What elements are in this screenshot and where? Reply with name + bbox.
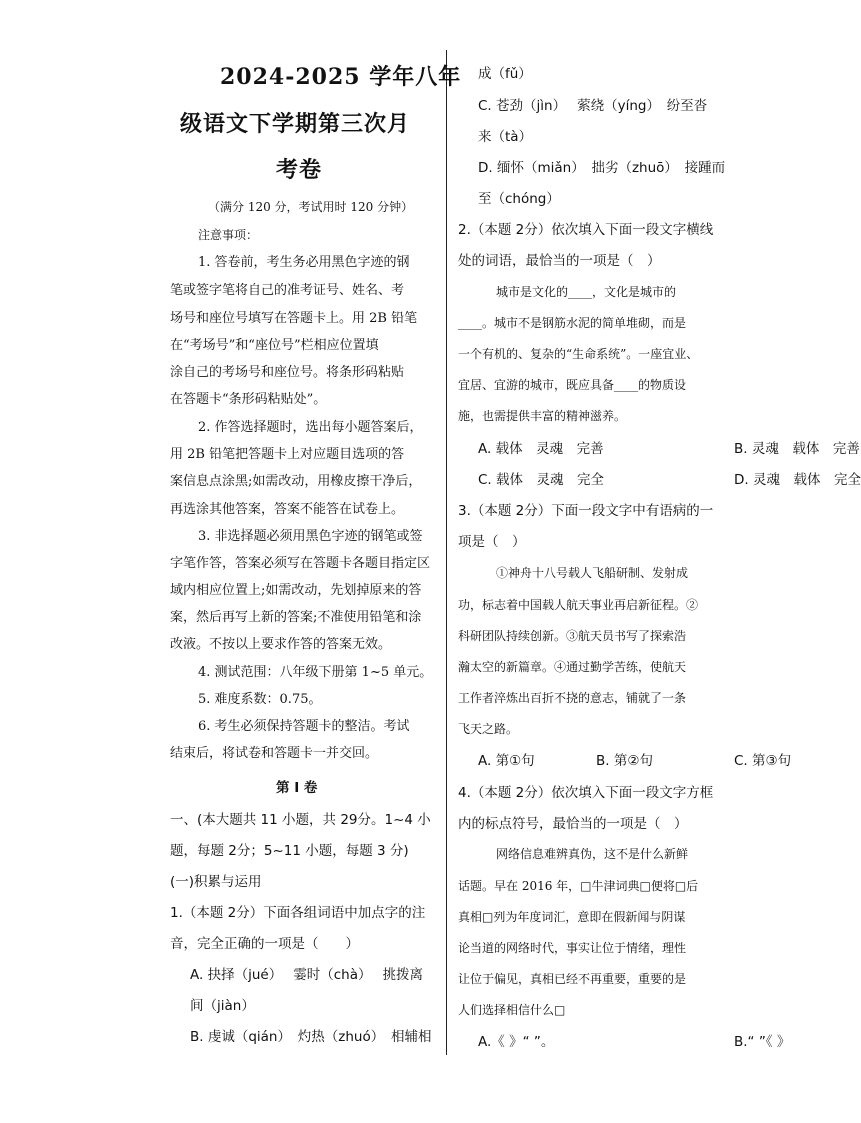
notes-heading: 注意事项： — [198, 228, 259, 242]
q3-passage-line: 飞天之路。 — [458, 722, 519, 736]
q4-passage-line: 人们选择相信什么□ — [458, 1003, 566, 1017]
q2-option-a: A. 载体 灵魂 完善 — [478, 441, 604, 457]
q2-option-d: D. 灵魂 载体 完全 — [734, 472, 861, 488]
note-line: 笔或签字笔将自己的准考证号、姓名、考 — [170, 283, 405, 298]
q3-passage-line: 功，标志着中国载人航天事业再启新征程。② — [458, 598, 699, 612]
note-line: 改液。不按以上要求作答的答案无效。 — [170, 637, 392, 652]
q2-stem: 2.（本题 2分）依次填入下面一段文字横线 — [458, 222, 714, 238]
q3-option-c: C. 第③句 — [734, 753, 792, 769]
note-line: 案信息点涂黑;如需改动，用橡皮擦干净后， — [170, 474, 422, 489]
note-line: 涂自己的考场号和座位号。将条形码粘贴 — [170, 365, 405, 380]
note-line: 在“考场号”和“座位号”栏相应位置填 — [170, 338, 379, 353]
note-line: 5. 难度系数：0.75。 — [198, 692, 322, 707]
q2-passage-line: ____。城市不是钢筋水泥的简单堆砌，而是 — [458, 316, 687, 330]
q4-option-b: B.“ ”《 》 — [734, 1034, 791, 1050]
q4-passage-line: 让位于偏见，真相已经不再重要，重要的是 — [458, 972, 687, 986]
q3-stem: 项是（ ） — [458, 534, 526, 550]
q1-stem: 1.（本题 2分）下面各组词语中加点字的注 — [170, 905, 426, 921]
note-line: 字笔作答，答案必须写在答题卡各题目指定区 — [170, 556, 431, 571]
title-line-2: 级语文下学期第三次月 — [180, 111, 411, 137]
q1-option-d: D. 缅怀（miǎn） 拙劣（zhuō） 接踵而 — [478, 160, 726, 176]
q3-passage-line: ①神舟十八号载人飞船研制、发射成 — [496, 566, 689, 580]
q2-option-c: C. 载体 灵魂 完全 — [478, 472, 605, 488]
title-line-1: 2024-2025 学年八年 — [220, 64, 462, 90]
q2-passage-line: 一个有机的、复杂的“生命系统”。一座宜业、 — [458, 347, 699, 361]
q4-passage-line: 网络信息难辨真伪，这不是什么新鲜 — [496, 847, 689, 861]
q2-passage-line: 宜居、宜游的城市，既应具备____的物质设 — [458, 378, 687, 392]
exam-info: （满分 120 分，考试用时 120 分钟） — [208, 200, 414, 214]
q3-passage-line: 科研团队持续创新。③航天员书写了探索浩 — [458, 629, 687, 643]
note-line: 用 2B 铅笔把答题卡上对应题目选项的答 — [170, 447, 405, 462]
q1-option-c: 来（tà） — [478, 129, 533, 145]
q3-passage-line: 瀚太空的新篇章。④通过勤学苦练，使航天 — [458, 660, 687, 674]
q2-passage-line: 施，也需提供丰富的精神滋养。 — [458, 409, 627, 423]
note-line: 3. 非选择题必须用黑色字迹的钢笔或签 — [198, 529, 423, 544]
q2-option-b: B. 灵魂 载体 完善 — [734, 441, 860, 457]
q3-option-a: A. 第①句 — [478, 753, 535, 769]
q2-stem: 处的词语，最恰当的一项是（ ） — [458, 253, 661, 269]
q2-passage-line: 城市是文化的____，文化是城市的 — [496, 285, 677, 299]
q4-stem: 内的标点符号，最恰当的一项是（ ） — [458, 816, 688, 832]
note-line: 6. 考生必须保持答题卡的整洁。考试 — [198, 719, 410, 734]
volume-heading: 第 I 卷 — [276, 780, 318, 796]
q3-passage-line: 工作者淬炼出百折不挠的意志，铺就了一条 — [458, 691, 687, 705]
title-line-3: 考卷 — [276, 157, 323, 183]
q1-option-a: A. 抉择（jué） 霎时（chà） 挑拨离 — [190, 967, 424, 983]
q1-stem: 音，完全正确的一项是（ ） — [170, 936, 359, 952]
right-column — [458, 0, 861, 1123]
q4-option-a: A.《 》“ ”。 — [478, 1034, 555, 1050]
q4-passage-line: 论当道的网络时代，事实让位于情绪，理性 — [458, 941, 687, 955]
q1-option-b: B. 虔诚（qián） 灼热（zhuó） 相辅相 — [190, 1029, 432, 1045]
subsection-heading: (一)积累与运用 — [170, 874, 262, 890]
q3-option-b: B. 第②句 — [596, 753, 653, 769]
q1-option-b: 成（fǔ） — [478, 66, 532, 82]
note-line: 再选涂其他答案，答案不能答在试卷上。 — [170, 502, 405, 517]
q4-passage-line: 话题。早在 2016 年，□牛津词典□便将□后 — [458, 879, 699, 893]
q1-option-c: C. 苍劲（jìn） 萦绕（yíng） 纷至沓 — [478, 98, 708, 114]
q1-option-a: 间（jiàn） — [190, 998, 255, 1014]
note-line: 案，然后再写上新的答案;不准使用铅笔和涂 — [170, 610, 422, 625]
note-line: 2. 作答选择题时，选出每小题答案后， — [198, 420, 423, 435]
section-intro-line: 一、(本大题共 11 小题，共 29分。1~4 小 — [170, 812, 431, 828]
note-line: 4. 测试范围：八年级下册第 1~5 单元。 — [198, 665, 433, 680]
column-divider — [446, 50, 447, 1055]
q4-stem: 4.（本题 2分）依次填入下面一段文字方框 — [458, 785, 714, 801]
section-intro-line: 题，每题 2分；5~11 小题，每题 3 分) — [170, 843, 409, 859]
note-line: 场号和座位号填写在答题卡上。用 2B 铅笔 — [170, 311, 418, 326]
note-line: 在答题卡“条形码粘贴处”。 — [170, 392, 327, 407]
note-line: 结束后，将试卷和答题卡一并交回。 — [170, 746, 379, 761]
note-line: 域内相应位置上;如需改动，先划掉原来的答 — [170, 583, 422, 598]
note-line: 1. 答卷前，考生务必用黑色字迹的钢 — [198, 255, 410, 270]
q1-option-d: 至（chóng） — [478, 191, 560, 207]
q3-stem: 3.（本题 2分）下面一段文字中有语病的一 — [458, 503, 714, 519]
q4-passage-line: 真相□列为年度词汇，意即在假新闻与阴谋 — [458, 910, 686, 924]
